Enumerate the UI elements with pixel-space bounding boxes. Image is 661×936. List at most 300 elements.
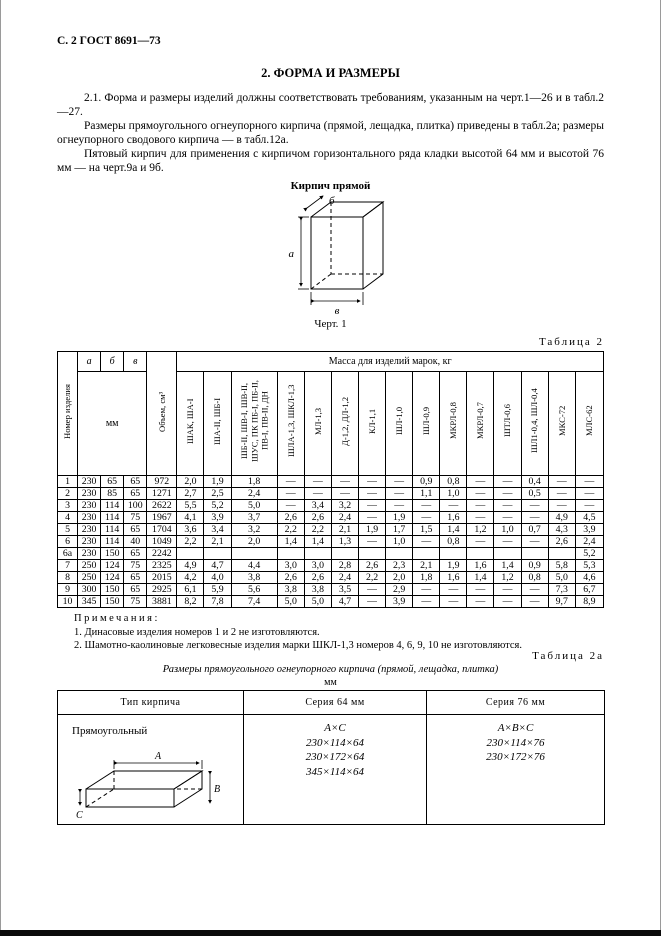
table2-cell: — bbox=[331, 488, 358, 500]
table2-cell: 2,6 bbox=[359, 560, 386, 572]
table2-cell: 4,7 bbox=[204, 560, 231, 572]
table2-cell: — bbox=[331, 476, 358, 488]
brick-right-face bbox=[363, 202, 383, 289]
table2-cell: 5,3 bbox=[575, 560, 603, 572]
table2-cell: — bbox=[413, 500, 440, 512]
table2-cell: 3881 bbox=[147, 596, 177, 608]
table2-cell: — bbox=[494, 584, 521, 596]
table2-cell: 1,4 bbox=[440, 524, 467, 536]
table2-cell: 3 bbox=[58, 500, 78, 512]
table2-cell: 230 bbox=[78, 476, 101, 488]
table2-cell: — bbox=[359, 596, 386, 608]
table2a-row bbox=[58, 715, 605, 825]
table2-cell: 65 bbox=[101, 476, 124, 488]
table2-cell: 2925 bbox=[147, 584, 177, 596]
table2-cell: 3,4 bbox=[204, 524, 231, 536]
table2-cell: — bbox=[521, 536, 548, 548]
table2-cell: — bbox=[440, 596, 467, 608]
table2-cell: 0,8 bbox=[440, 536, 467, 548]
table2-cell: 114 bbox=[101, 512, 124, 524]
table2-cell: 1,6 bbox=[440, 512, 467, 524]
table2-cell: — bbox=[521, 512, 548, 524]
table2-cell: 100 bbox=[124, 500, 147, 512]
table2-cell: 0,4 bbox=[521, 476, 548, 488]
mark-label: МКРЛ-0,7 bbox=[475, 402, 486, 440]
table2-cell: 1,4 bbox=[467, 572, 494, 584]
table2-cell: — bbox=[277, 500, 304, 512]
col-header-mark-12 bbox=[494, 372, 521, 476]
col-header-mark-4 bbox=[277, 372, 304, 476]
mark-label: ШБ-II, ШВ-I, ШВ-II, ШУС, ПК ПБ-I, ПБ-II, ПВ-I, ПВ-II, ДН bbox=[238, 380, 270, 462]
table2a-series64-cell bbox=[244, 715, 427, 825]
table2-cell: 1,4 bbox=[304, 536, 331, 548]
dim-line-b bbox=[307, 196, 323, 208]
table2a-brick-sizes bbox=[57, 690, 605, 825]
notes-title: Примечания: bbox=[74, 613, 160, 624]
table2-cell: 3,9 bbox=[386, 596, 413, 608]
table2-cell: 6,7 bbox=[575, 584, 603, 596]
notes-block bbox=[74, 612, 604, 653]
col-header-mass: Масса для изделий марок, кг bbox=[177, 352, 604, 372]
table2-cell: 9,7 bbox=[548, 596, 575, 608]
table2-cell: 0,9 bbox=[413, 476, 440, 488]
table2-cell: 2,6 bbox=[277, 512, 304, 524]
paragraph: 2.1. Форма и размеры изделий должны соответствовать требованиям, указанным на черт.1—26 и в табл.2—27. bbox=[57, 92, 604, 118]
plate-top-face bbox=[86, 771, 202, 789]
col-header-dim-а: а bbox=[78, 352, 101, 372]
table2-cell bbox=[331, 548, 358, 560]
table2-cell: 5,0 bbox=[548, 572, 575, 584]
table2-cell: — bbox=[548, 476, 575, 488]
col-header-mm: мм bbox=[78, 372, 147, 476]
table2-cell: 150 bbox=[101, 596, 124, 608]
table2-cell: 230 bbox=[78, 488, 101, 500]
table2a-header-row bbox=[58, 691, 605, 715]
table2-cell: 2325 bbox=[147, 560, 177, 572]
table2-cell: 65 bbox=[124, 572, 147, 584]
table2-cell: — bbox=[413, 584, 440, 596]
table2-cell: — bbox=[359, 512, 386, 524]
col-header-mark-13 bbox=[521, 372, 548, 476]
dim-label-a: а bbox=[288, 248, 294, 260]
table2-cell: — bbox=[304, 488, 331, 500]
table2-cell: — bbox=[548, 500, 575, 512]
table2-cell: 5,2 bbox=[575, 548, 603, 560]
table2-cell: 4,9 bbox=[177, 560, 204, 572]
table2-cell: 250 bbox=[78, 572, 101, 584]
table2-cell: — bbox=[413, 512, 440, 524]
mark-label: ША-II, ШБ-I bbox=[212, 397, 223, 445]
table2-cell: 2,2 bbox=[277, 524, 304, 536]
table2-cell: 230 bbox=[78, 512, 101, 524]
table2-cell: 2,4 bbox=[575, 536, 603, 548]
table2-cell: 1,8 bbox=[413, 572, 440, 584]
table2-cell bbox=[521, 548, 548, 560]
table2-cell: 1,2 bbox=[467, 524, 494, 536]
table2-cell: 1,4 bbox=[494, 560, 521, 572]
mark-label: ШАК, ША-I bbox=[185, 398, 196, 444]
col-header-dim-б: б bbox=[101, 352, 124, 372]
size-value: А×В×С bbox=[497, 722, 534, 734]
col-header-item-number bbox=[58, 352, 78, 476]
table2-cell: 7,4 bbox=[231, 596, 277, 608]
table2-cell bbox=[467, 548, 494, 560]
table2-cell: 65 bbox=[124, 476, 147, 488]
table2-row bbox=[58, 476, 604, 488]
dim-label-B: В bbox=[214, 784, 221, 795]
table2-cell: — bbox=[440, 500, 467, 512]
dim-label-b: б bbox=[328, 195, 335, 207]
table2-cell: — bbox=[304, 476, 331, 488]
table2-cell: 3,9 bbox=[575, 524, 603, 536]
size-value: 230×114×76 bbox=[486, 736, 545, 749]
table2-cell: 3,6 bbox=[177, 524, 204, 536]
table2-cell: 65 bbox=[124, 584, 147, 596]
table2-cell: 5,5 bbox=[177, 500, 204, 512]
table2-cell: — bbox=[359, 584, 386, 596]
col-header-mark-15 bbox=[575, 372, 603, 476]
table2-cell: 1,1 bbox=[413, 488, 440, 500]
table2-cell: 1,7 bbox=[386, 524, 413, 536]
table2-cell: — bbox=[494, 536, 521, 548]
table2-row bbox=[58, 488, 604, 500]
table2-cell: 3,5 bbox=[331, 584, 358, 596]
table2-cell: 2,6 bbox=[304, 572, 331, 584]
table2-cell: 10 bbox=[58, 596, 78, 608]
table2-cell: — bbox=[521, 596, 548, 608]
table2-cell: — bbox=[413, 536, 440, 548]
table2-cell: 2 bbox=[58, 488, 78, 500]
table2-cell: 2,1 bbox=[331, 524, 358, 536]
table2-row bbox=[58, 500, 604, 512]
table2-cell: 1,0 bbox=[386, 536, 413, 548]
table2-cell: 5,8 bbox=[548, 560, 575, 572]
table2-cell: 2,3 bbox=[386, 560, 413, 572]
table2-cell: 0,8 bbox=[440, 476, 467, 488]
col-header-mark-5 bbox=[304, 372, 331, 476]
table2-cell: 1,9 bbox=[386, 512, 413, 524]
table2-cell: — bbox=[467, 500, 494, 512]
table2-cell: 230 bbox=[78, 500, 101, 512]
table2-cell: 9 bbox=[58, 584, 78, 596]
table2-cell: — bbox=[440, 584, 467, 596]
table2a-series76-cell bbox=[427, 715, 605, 825]
brick-front-face bbox=[311, 217, 363, 289]
table2-cell: 124 bbox=[101, 572, 124, 584]
table2a-units: мм bbox=[324, 677, 337, 688]
mark-label: КЛ-1,1 bbox=[366, 408, 377, 434]
table2-cell: 1,0 bbox=[494, 524, 521, 536]
table2-cell: 2,1 bbox=[204, 536, 231, 548]
table2-cell: 230 bbox=[78, 524, 101, 536]
table2-cell: 3,2 bbox=[331, 500, 358, 512]
table2-cell bbox=[440, 548, 467, 560]
table2-cell: 2,1 bbox=[413, 560, 440, 572]
table2-label: Таблица 2 bbox=[538, 336, 604, 348]
table2-cell: 1,2 bbox=[494, 572, 521, 584]
table2-cell: 3,8 bbox=[304, 584, 331, 596]
table2-cell: 65 bbox=[124, 524, 147, 536]
table2-cell: 1271 bbox=[147, 488, 177, 500]
table2-cell: 3,7 bbox=[231, 512, 277, 524]
paragraph: Размеры прямоугольного огнеупорного кирпича (прямой, лещадка, плитка) приведены в табл.2а; размеры огнеупорного сводового кирпича — в табл.12а. bbox=[57, 120, 604, 146]
table2-cell: 75 bbox=[124, 560, 147, 572]
section-title: 2. ФОРМА И РАЗМЕРЫ bbox=[261, 66, 400, 80]
table2-cell: 4,0 bbox=[204, 572, 231, 584]
table2-cell: 5,0 bbox=[231, 500, 277, 512]
table2-cell: 972 bbox=[147, 476, 177, 488]
figure1-title: Кирпич прямой bbox=[290, 180, 371, 192]
dim-label-C: С bbox=[76, 810, 83, 821]
table2-cell: 1,9 bbox=[359, 524, 386, 536]
table2-cell: — bbox=[575, 476, 603, 488]
table2-cell: 1,4 bbox=[277, 536, 304, 548]
table2-cell: 7,8 bbox=[204, 596, 231, 608]
table2-cell: 6а bbox=[58, 548, 78, 560]
table2-cell: 3,8 bbox=[277, 584, 304, 596]
table2-cell: 4,1 bbox=[177, 512, 204, 524]
table2-cell: 2242 bbox=[147, 548, 177, 560]
table2-cell: 5,6 bbox=[231, 584, 277, 596]
table2-cell: 0,7 bbox=[521, 524, 548, 536]
table2-cell: 7 bbox=[58, 560, 78, 572]
table2-cell: — bbox=[521, 584, 548, 596]
table2-cell: 3,4 bbox=[304, 500, 331, 512]
table2-cell: — bbox=[386, 488, 413, 500]
table2-cell: 114 bbox=[101, 524, 124, 536]
table2-cell bbox=[386, 548, 413, 560]
col-header-volume bbox=[147, 352, 177, 476]
table2-cell: 1,6 bbox=[467, 560, 494, 572]
table2-row bbox=[58, 548, 604, 560]
table2-cell: 1,6 bbox=[440, 572, 467, 584]
table2-cell: 1704 bbox=[147, 524, 177, 536]
table2-cell: 4,2 bbox=[177, 572, 204, 584]
table2-row bbox=[58, 572, 604, 584]
table2-cell: — bbox=[359, 476, 386, 488]
table2-cell: 250 bbox=[78, 560, 101, 572]
table2-cell: 65 bbox=[124, 548, 147, 560]
page-left-edge bbox=[0, 0, 1, 936]
col-header-mark-10 bbox=[440, 372, 467, 476]
table2-cell: 5,0 bbox=[304, 596, 331, 608]
table2-cell: — bbox=[277, 488, 304, 500]
table2-cell: 2,0 bbox=[386, 572, 413, 584]
table2-cell bbox=[177, 548, 204, 560]
table2-cell: 2,0 bbox=[177, 476, 204, 488]
table2-cell: 114 bbox=[101, 500, 124, 512]
table2-cell: 345 bbox=[78, 596, 101, 608]
col-header-volume-text: Объем, см³ bbox=[156, 391, 167, 433]
table2-cell: 2,5 bbox=[204, 488, 231, 500]
mark-label: МЛС-62 bbox=[584, 405, 595, 437]
table2-cell: 7,3 bbox=[548, 584, 575, 596]
table2-header-row-1 bbox=[58, 352, 604, 372]
table2-cell: 4 bbox=[58, 512, 78, 524]
table2-cell: 2,9 bbox=[386, 584, 413, 596]
table2-cell: — bbox=[359, 536, 386, 548]
table2-cell: 4,5 bbox=[575, 512, 603, 524]
table2-cell: 2,4 bbox=[331, 572, 358, 584]
mark-label: ШЛ1-0,4, ШЛ-0,4 bbox=[529, 388, 540, 454]
size-value: 345×114×64 bbox=[305, 765, 365, 778]
table2-cell bbox=[413, 548, 440, 560]
page-bottom-edge bbox=[0, 930, 661, 936]
dim-label-v: в bbox=[334, 305, 339, 317]
table2-row bbox=[58, 512, 604, 524]
table2-cell: 40 bbox=[124, 536, 147, 548]
table2-cell: 4,3 bbox=[548, 524, 575, 536]
table2-cell: 1049 bbox=[147, 536, 177, 548]
col-header-mark-11 bbox=[467, 372, 494, 476]
table2-cell: — bbox=[359, 500, 386, 512]
table2-cell: — bbox=[467, 596, 494, 608]
table2-cell: 0,5 bbox=[521, 488, 548, 500]
table2-cell bbox=[359, 548, 386, 560]
table2-cell: 3,2 bbox=[231, 524, 277, 536]
table2-cell bbox=[548, 548, 575, 560]
col-header-mark-14 bbox=[548, 372, 575, 476]
table2-cell: — bbox=[413, 596, 440, 608]
table2-cell: 1,5 bbox=[413, 524, 440, 536]
table2-cell: 300 bbox=[78, 584, 101, 596]
col-header-mark-3 bbox=[231, 372, 277, 476]
table2-cell: 75 bbox=[124, 512, 147, 524]
table2-cell: — bbox=[386, 476, 413, 488]
table2-cell: — bbox=[386, 500, 413, 512]
table2-cell: 1967 bbox=[147, 512, 177, 524]
table2-header-row-2 bbox=[58, 372, 604, 476]
table2a-label: Таблица 2а bbox=[532, 650, 604, 662]
table2-cell: 4,6 bbox=[575, 572, 603, 584]
table2-cell: 1,9 bbox=[204, 476, 231, 488]
table2-cell: 1,3 bbox=[331, 536, 358, 548]
table2-cell: 1,8 bbox=[231, 476, 277, 488]
table2-cell: 3,0 bbox=[304, 560, 331, 572]
table2-cell bbox=[304, 548, 331, 560]
figure1-brick-drawing bbox=[251, 193, 411, 317]
table2-cell: 1,9 bbox=[440, 560, 467, 572]
table2-cell: — bbox=[575, 488, 603, 500]
table2a-caption: Размеры прямоугольного огнеупорного кирпича (прямой, лещадка, плитка) bbox=[162, 664, 499, 675]
table2-cell bbox=[231, 548, 277, 560]
table2-cell: — bbox=[575, 500, 603, 512]
table2a-brick-drawing bbox=[74, 747, 224, 821]
table2-cell: 2,6 bbox=[304, 512, 331, 524]
table2-cell: — bbox=[467, 512, 494, 524]
table2-cell: — bbox=[548, 488, 575, 500]
col-header-mark-1 bbox=[177, 372, 204, 476]
table2-cell: 124 bbox=[101, 560, 124, 572]
table2-cell: 8,9 bbox=[575, 596, 603, 608]
col-header-mark-2 bbox=[204, 372, 231, 476]
table2-cell: 230 bbox=[78, 548, 101, 560]
table2a-header-series64: Серия 64 мм bbox=[244, 691, 427, 715]
size-value: А×С bbox=[324, 722, 346, 734]
table2-cell bbox=[277, 548, 304, 560]
table2a-header-series76: Серия 76 мм bbox=[427, 691, 605, 715]
table2-cell: 114 bbox=[101, 536, 124, 548]
table2-cell: — bbox=[494, 500, 521, 512]
table2-cell: 2,4 bbox=[331, 512, 358, 524]
table2-cell: 4,7 bbox=[331, 596, 358, 608]
table2-cell: 2,2 bbox=[359, 572, 386, 584]
table2-row bbox=[58, 596, 604, 608]
table2-cell: 65 bbox=[124, 488, 147, 500]
table2-cell bbox=[494, 548, 521, 560]
table2-cell: 5,2 bbox=[204, 500, 231, 512]
table2-cell: 8 bbox=[58, 572, 78, 584]
table2-cell: 2015 bbox=[147, 572, 177, 584]
table2-cell: 6,1 bbox=[177, 584, 204, 596]
table2-row bbox=[58, 524, 604, 536]
page-header: С. 2 ГОСТ 8691—73 bbox=[57, 35, 161, 47]
col-header-item-number-text: Номер изделия bbox=[62, 384, 73, 440]
table2-cell: 1 bbox=[58, 476, 78, 488]
note-item: 2. Шамотно-каолиновые легковесные изделия марки ШКЛ-1,3 номеров 4, 6, 9, 10 не изготовляются. bbox=[74, 640, 522, 651]
table2-cell: 4,4 bbox=[231, 560, 277, 572]
table2-cell: — bbox=[494, 476, 521, 488]
col-header-mark-6 bbox=[331, 372, 358, 476]
mark-label: ШЛА-1,3, ШКЛ-1,3 bbox=[285, 384, 296, 458]
table2-row bbox=[58, 536, 604, 548]
table2-cell: 4,9 bbox=[548, 512, 575, 524]
table2-cell: — bbox=[277, 476, 304, 488]
table2-cell: — bbox=[359, 488, 386, 500]
mark-label: Д-1,2, ДЛ-1,2 bbox=[339, 396, 350, 446]
table2-cell: 2,2 bbox=[304, 524, 331, 536]
dim-label-A: А bbox=[154, 751, 162, 762]
table2-cell: 150 bbox=[101, 548, 124, 560]
table2-cell: — bbox=[467, 488, 494, 500]
size-value: 230×172×64 bbox=[305, 751, 365, 763]
notes-items bbox=[74, 626, 604, 653]
mark-label: МКРЛ-0,8 bbox=[448, 402, 459, 440]
mark-label: МКС-72 bbox=[556, 405, 567, 437]
table2-cell: — bbox=[494, 596, 521, 608]
table2-cell: 150 bbox=[101, 584, 124, 596]
table2-cell: 3,9 bbox=[204, 512, 231, 524]
table2-cell: — bbox=[521, 500, 548, 512]
table2-cell: 0,9 bbox=[521, 560, 548, 572]
table2-cell: 2,7 bbox=[177, 488, 204, 500]
mark-label: МЛ-1,3 bbox=[312, 407, 323, 435]
table2-cell: 5 bbox=[58, 524, 78, 536]
table2-cell: 2622 bbox=[147, 500, 177, 512]
table2a-header-type: Тип кирпича bbox=[58, 691, 244, 715]
col-header-mark-9 bbox=[413, 372, 440, 476]
table2-cell: — bbox=[467, 476, 494, 488]
table2-cell: 0,8 bbox=[521, 572, 548, 584]
table2-cell: 2,8 bbox=[331, 560, 358, 572]
mark-label: ШЛ-0,9 bbox=[421, 406, 432, 436]
figure1-caption: Черт. 1 bbox=[314, 318, 347, 330]
mark-label: ШТЛ-0,6 bbox=[502, 404, 513, 438]
table2-cell: 8,2 bbox=[177, 596, 204, 608]
table2-cell: 3,8 bbox=[231, 572, 277, 584]
col-header-mark-8 bbox=[386, 372, 413, 476]
table2-cell: 2,6 bbox=[277, 572, 304, 584]
note-item: 1. Динасовые изделия номеров 1 и 2 не изготовляются. bbox=[74, 626, 320, 638]
table2-cell: — bbox=[467, 536, 494, 548]
table2-cell: 2,2 bbox=[177, 536, 204, 548]
table2-row bbox=[58, 560, 604, 572]
table2-cell: 5,0 bbox=[277, 596, 304, 608]
table2-cell: 2,6 bbox=[548, 536, 575, 548]
size-value: 230×114×64 bbox=[305, 736, 365, 749]
table2-cell: 85 bbox=[101, 488, 124, 500]
table2-cell bbox=[204, 548, 231, 560]
